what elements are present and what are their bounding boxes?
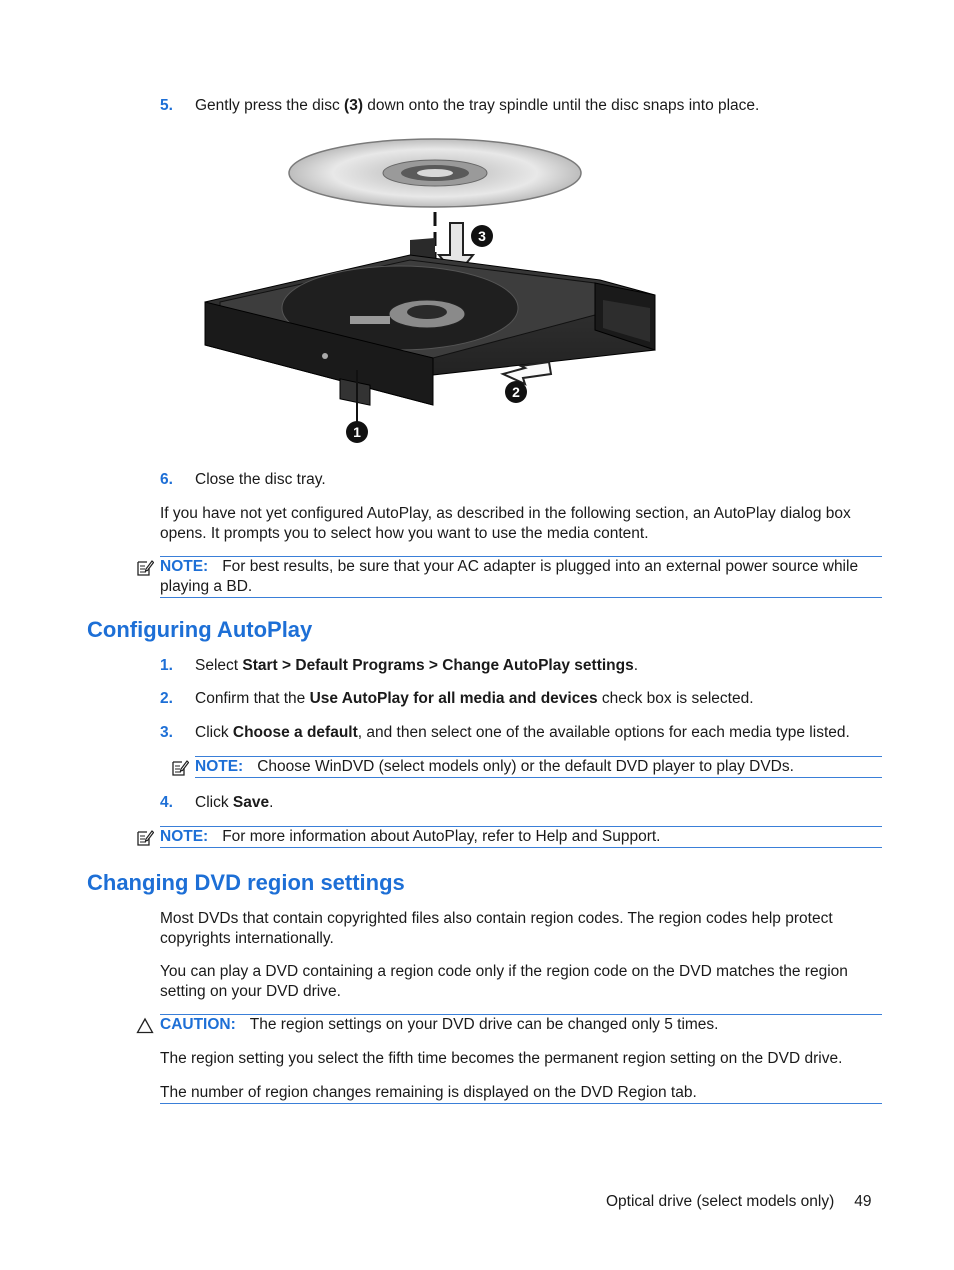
step-text-bold: Use AutoPlay for all media and devices	[309, 690, 598, 707]
step-number: 4.	[160, 794, 173, 811]
region-paragraph-1: Most DVDs that contain copyrighted files also contain region codes. The region codes help protect copyrights internationally.	[160, 910, 833, 947]
section-heading-configuring-autoplay: Configuring AutoPlay	[87, 617, 313, 642]
footer-title: Optical drive (select models only)	[606, 1193, 835, 1210]
step-number: 6.	[160, 471, 173, 488]
disc-tray-illustration	[195, 130, 665, 450]
note-text: Choose WinDVD (select models only) or the default DVD player to play DVDs.	[257, 758, 794, 775]
note-label: NOTE:	[160, 558, 209, 575]
caution-text: The region settings on your DVD drive can be changed only 5 times.	[249, 1016, 719, 1033]
callout-1-label: 1	[353, 424, 361, 440]
step-text-post: , and then select one of the available options for each media type listed.	[357, 724, 850, 741]
step-text-bold: Save	[232, 794, 270, 811]
step-text-bold: Start > Default Programs > Change AutoPlay settings	[242, 657, 634, 674]
region-paragraph-4: The number of region changes remaining is displayed on the DVD Region tab.	[160, 1083, 882, 1104]
page-footer	[606, 1193, 872, 1211]
section-heading-dvd-region: Changing DVD region settings	[87, 870, 405, 895]
note-text: For more information about AutoPlay, refer to Help and Support.	[222, 828, 661, 845]
region-paragraph-2: You can play a DVD containing a region code only if the region code on the DVD matches the region setting on your DVD drive.	[160, 963, 848, 1000]
step-text-post: check box is selected.	[597, 690, 754, 707]
step-text-post: .	[269, 794, 274, 811]
caution-label: CAUTION:	[160, 1016, 236, 1033]
step-number: 2.	[160, 690, 173, 707]
page-number: 49	[854, 1193, 872, 1210]
callout-3-label: 3	[478, 228, 486, 244]
step-text-pre: Confirm that the	[195, 690, 310, 707]
note-label: NOTE:	[160, 828, 209, 845]
caution-triangle-icon	[136, 1017, 154, 1035]
step-text-bold: Choose a default	[232, 724, 358, 741]
autoplay-step-2	[160, 689, 754, 708]
step-6	[160, 470, 326, 489]
callout-2-label: 2	[512, 384, 520, 400]
caution-box	[160, 1014, 882, 1035]
step-number: 5.	[160, 97, 173, 114]
step-number: 1.	[160, 657, 173, 674]
step-text-pre: Click	[195, 794, 233, 811]
step-text-post: down onto the tray spindle until the disc snaps into place.	[363, 97, 760, 114]
disc	[289, 139, 581, 207]
note-icon	[136, 559, 154, 577]
note-icon	[171, 759, 189, 777]
step-number: 3.	[160, 724, 173, 741]
step-text-bold: (3)	[344, 97, 363, 114]
note-label: NOTE:	[195, 758, 244, 775]
autoplay-step-4	[160, 793, 273, 812]
note-icon	[136, 829, 154, 847]
step-text-pre: Select	[195, 657, 243, 674]
step-text-post: .	[633, 657, 639, 674]
note-1	[160, 556, 882, 598]
note-text: For best results, be sure that your AC adapter is plugged into an external power source while playing a BD.	[160, 558, 859, 595]
step-text-pre: Click	[195, 724, 233, 741]
autoplay-step-3	[160, 723, 850, 742]
step-5	[160, 96, 759, 115]
autoplay-intro-paragraph: If you have not yet configured AutoPlay, as described in the following section, an AutoPlay dialog box opens. It prompts you to select how you want to use the media content.	[160, 505, 851, 542]
step-text: Close the disc tray.	[195, 471, 326, 488]
note-2	[195, 756, 882, 778]
autoplay-step-1	[160, 656, 638, 675]
note-3	[160, 826, 882, 848]
region-paragraph-3: The region setting you select the fifth time becomes the permanent region setting on the DVD drive.	[160, 1050, 843, 1067]
step-text-pre: Gently press the disc	[195, 97, 345, 114]
